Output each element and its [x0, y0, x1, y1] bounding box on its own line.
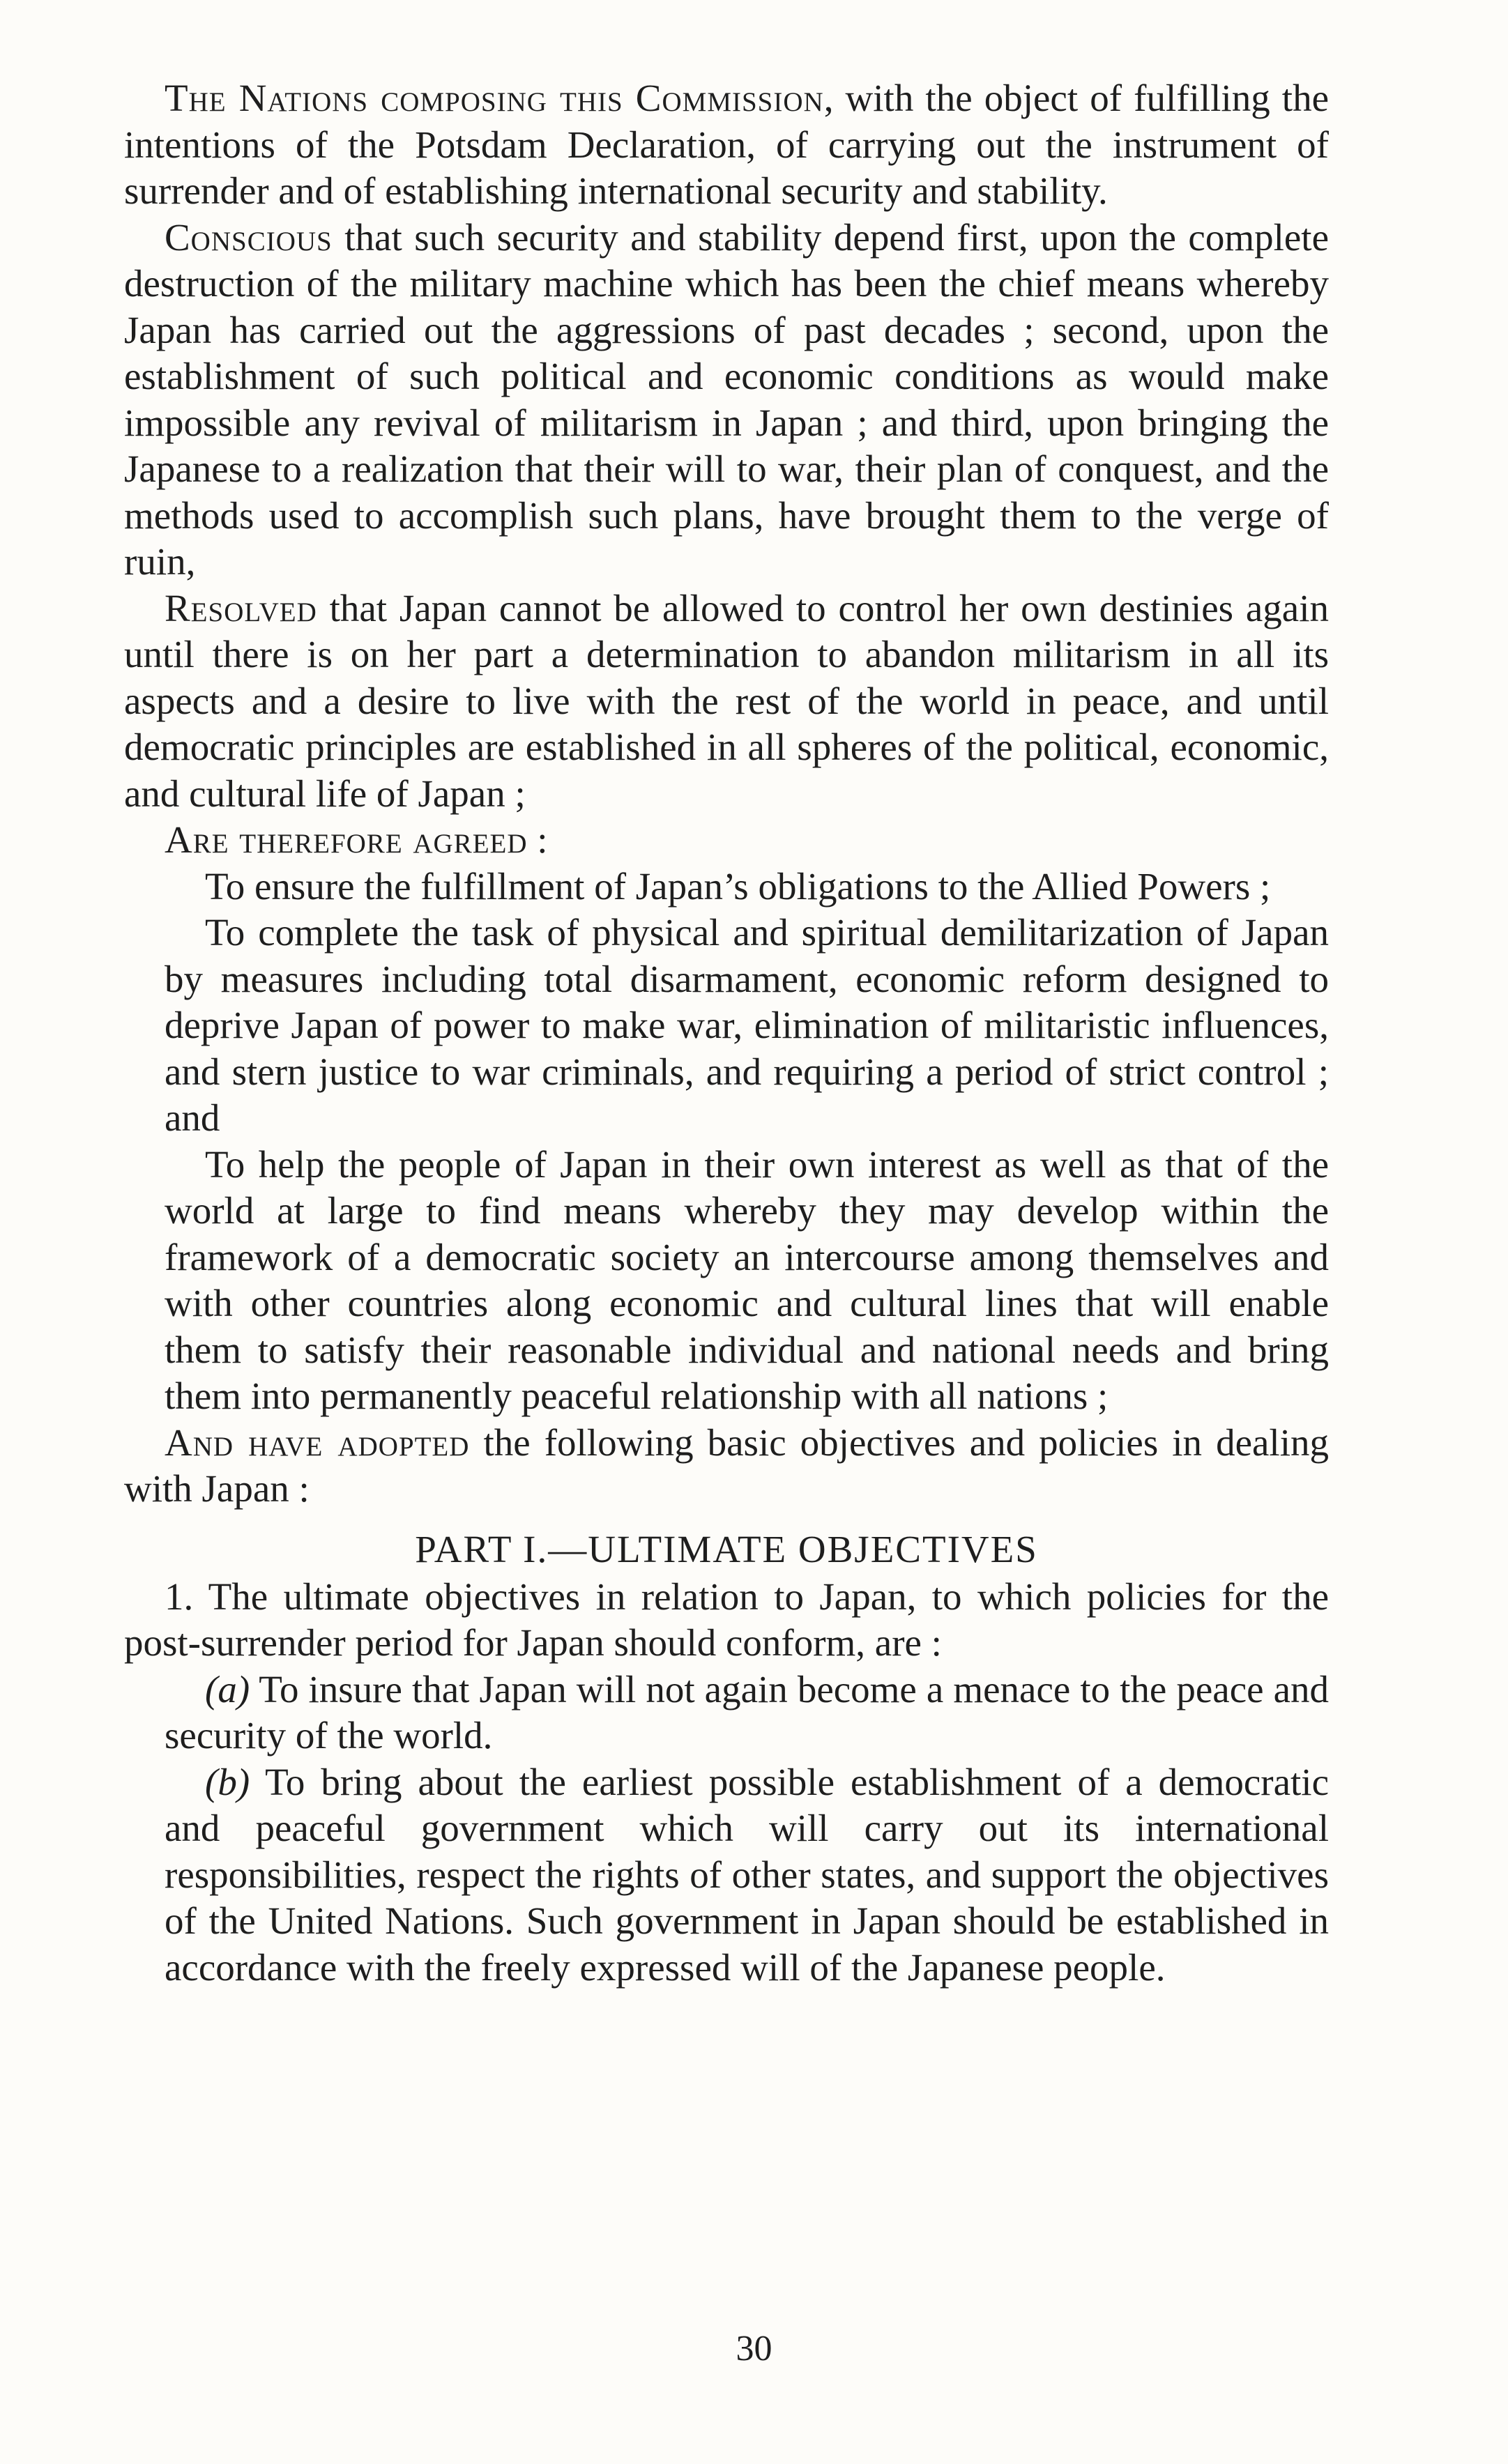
- agreed-list: [165, 864, 1329, 1420]
- conscious-lead: Conscious: [165, 215, 333, 259]
- preamble-text: , with the object of fulfilling the intentions of the Potsdam Declaration, of carrying out the instrument of surrender and of establishing international security and stability.: [124, 77, 1329, 212]
- objective-text: To insure that Japan will not again become a menace to the peace and security of the world.: [165, 1667, 1329, 1757]
- conscious-paragraph: [124, 215, 1329, 586]
- agreed-lead: Are therefore agreed: [165, 818, 528, 861]
- page-number: 30: [736, 2329, 772, 2369]
- agreed-item: To complete the task of physical and spiritual demilitarization of Japan by measures including total disarmament, economic reform designed to deprive Japan of power to make war, elimination of militaristic influences, and stern justice to war criminals, and requiring a period of strict control ; and: [165, 911, 1329, 1139]
- resolved-text: that Japan cannot be allowed to control her own destinies again until there is on her part a determination to abandon militarism in all its aspects and a desire to live with the rest of the world in peace, and until democratic principles are established in all spheres of the political, economic, and cultural life of Japan ;: [124, 586, 1329, 815]
- adopted-lead: And have adopted: [165, 1421, 470, 1464]
- document-page: [124, 75, 1329, 1991]
- adopted-text: the following basic objectives and policies in dealing with Japan :: [124, 1421, 1329, 1510]
- objectives-list: [165, 1667, 1329, 1991]
- agreed-item: To ensure the fulfillment of Japan’s obligations to the Allied Powers ;: [205, 864, 1271, 908]
- objective-item: [165, 1667, 1329, 1759]
- agreed-paragraph: [124, 817, 1329, 864]
- objective-text: To bring about the earliest possible establishment of a democratic and peaceful government which will carry out its international responsibilities, respect the rights of other states, and support the objectives of the United Nations. Such government in Japan should be established in accordance with the freely expressed will of the Japanese people.: [165, 1760, 1329, 1989]
- preamble-lead: The Nations composing this Commission: [165, 77, 824, 119]
- adopted-paragraph: [124, 1420, 1329, 1513]
- agreed-item: To help the people of Japan in their own interest as well as that of the world at large to find means whereby they may develop within the framework of a democratic society an intercourse among themselves and with other countries along economic and cultural lines that will enable them to satisfy their reasonable individual and national needs and bring them into permanently peaceful relationship with all nations ;: [165, 1142, 1329, 1417]
- conscious-text: that such security and stability depend first, upon the complete destruction of the military machine which has been the chief means whereby Japan has carried out the aggressions of past decades ; second, upon the establishment of such political and economic conditions as would make impossible any revival of militarism in Japan ; and third, upon bringing the Japanese to a realization that their will to war, their plan of conquest, and the methods used to accomplish such plans, have brought them to the verge of ruin,: [124, 215, 1329, 583]
- agreed-text: :: [527, 818, 548, 861]
- objective-marker: (b): [205, 1760, 250, 1803]
- objective-marker: (a): [205, 1667, 250, 1711]
- resolved-lead: Resolved: [165, 586, 317, 629]
- preamble-paragraph: [124, 75, 1329, 215]
- resolved-paragraph: [124, 586, 1329, 818]
- objective-item: [165, 1759, 1329, 1991]
- objectives-intro: 1. The ultimate objectives in relation to Japan, to which policies for the post-surrender period for Japan should conform, are :: [124, 1575, 1329, 1664]
- part-heading: PART I.—ULTIMATE OBJECTIVES: [415, 1527, 1038, 1570]
